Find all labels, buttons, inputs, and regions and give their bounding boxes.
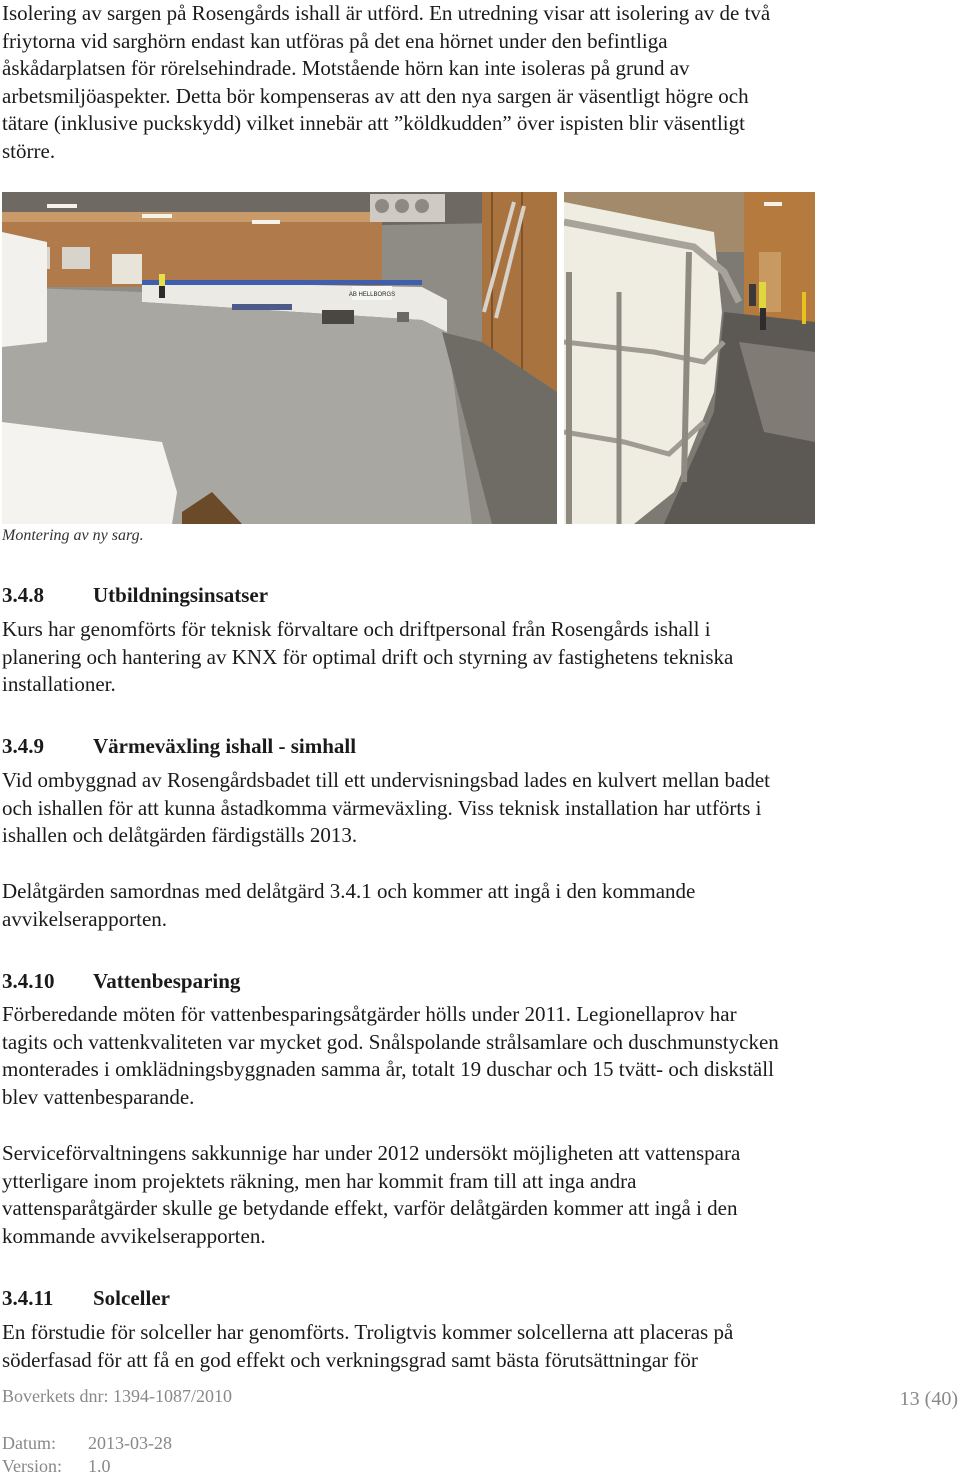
date-label: Datum: [2,1433,56,1453]
text-line: Serviceförvaltningens sakkunnige har under 2012 undersökt möjligheten att vattenspara [2,1141,741,1165]
section-number: 3.4.9 [2,734,44,758]
intro-paragraph [2,0,952,165]
section-heading [2,582,268,609]
version-value: 1.0 [88,1456,111,1476]
photo-rink-overview [2,192,557,524]
text-line: söderfasad för att få en god effekt och verkningsgrad samt bästa förutsättningar för [2,1347,698,1372]
page-number: 13 (40) [899,1388,958,1410]
figure-caption: Montering av ny sarg. [2,527,144,544]
text-line: monterades i omklädningsbyggnaden samma år, totalt 19 duschar och 15 tvätt- och diskställ [2,1057,774,1081]
text-line: ishallen och delåtgärden färdigställs 2013. [2,823,358,847]
text-line: vattensparåtgärder skulle ge betydande effekt, varför delåtgärden kommer att ingå i den [2,1196,738,1220]
section-heading [2,1285,170,1312]
section-heading [2,968,240,995]
text-line: tätare (inklusive puckskydd) vilket innebär att ”köldkudden” över ispisten blir väsentligt [2,111,745,135]
text-line: Kurs har genomförts för teknisk förvaltare och driftpersonal från Rosengårds ishall i [2,617,711,641]
text-line: En förstudie för solceller har genomförts. Troligtvis kommer solcellerna att placeras på [2,1320,734,1344]
text-line: installationer. [2,672,116,696]
text-line: ytterligare inom projektets räkning, men har kommit fram till att inga andra [2,1168,637,1193]
section-title: Värmeväxling ishall - simhall [93,734,357,758]
section-paragraph [2,767,952,850]
footer-date [2,1433,172,1454]
section-number: 3.4.11 [2,1286,54,1310]
board-sign-text: AB HELLBORGS [348,292,396,298]
section-paragraph [2,616,952,699]
section-title: Solceller [93,1286,170,1310]
text-line: åskådarplatsen för rörelsehindrade. Motstående hörn kan inte isoleras på grund av [2,56,690,80]
text-line: Förberedande möten för vattenbesparingsåtgärder hölls under 2011. Legionellaprov har [2,1002,737,1026]
section-paragraph [2,1319,952,1374]
text-line: tagits och vattenkvaliteten var mycket god. Snålspolande strålsamlare och duschmunstycken [2,1029,779,1054]
section-number: 3.4.8 [2,583,44,607]
text-line: blev vattenbesparande. [2,1084,195,1109]
section-heading [2,733,356,760]
text-line: arbetsmiljöaspekter. Detta bör kompenseras av att den nya sargen är väsentligt högre och [2,83,749,108]
text-line: planering och hantering av KNX för optimal drift och styrning av fastighetens tekniska [2,644,734,669]
photo-board-closeup-image [564,192,815,524]
section-paragraph [2,1001,952,1111]
text-line: Isolering av sargen på Rosengårds ishall är utförd. En utredning visar att isolering av de två [2,1,771,25]
text-line: friytorna vid sarghörn endast kan utföras på det ena hörnet under den befintliga [2,28,668,53]
version-label: Version: [2,1456,62,1476]
photo-rink-overview-image [2,192,557,524]
section-title: Vattenbesparing [93,969,241,993]
section-number: 3.4.10 [2,969,55,993]
text-line: Vid ombyggnad av Rosengårdsbadet till ett undervisningsbad lades en kulvert mellan badet [2,768,770,792]
section-paragraph [2,878,952,933]
photo-board-closeup [564,192,815,524]
text-line: avvikelserapporten. [2,906,168,931]
text-line: kommande avvikelserapporten. [2,1223,266,1248]
text-line: större. [2,138,56,163]
date-value: 2013-03-28 [88,1433,172,1453]
text-line: Delåtgärden samordnas med delåtgärd 3.4.1 och kommer att ingå i den kommande [2,879,696,903]
footer-reference: Boverkets dnr: 1394-1087/2010 [2,1386,232,1406]
footer-version [2,1456,111,1477]
section-paragraph [2,1140,952,1250]
section-title: Utbildningsinsatser [93,583,269,607]
text-line: och ishallen för att kunna åstadkomma värmeväxling. Viss teknisk installation har utförts i [2,795,762,820]
